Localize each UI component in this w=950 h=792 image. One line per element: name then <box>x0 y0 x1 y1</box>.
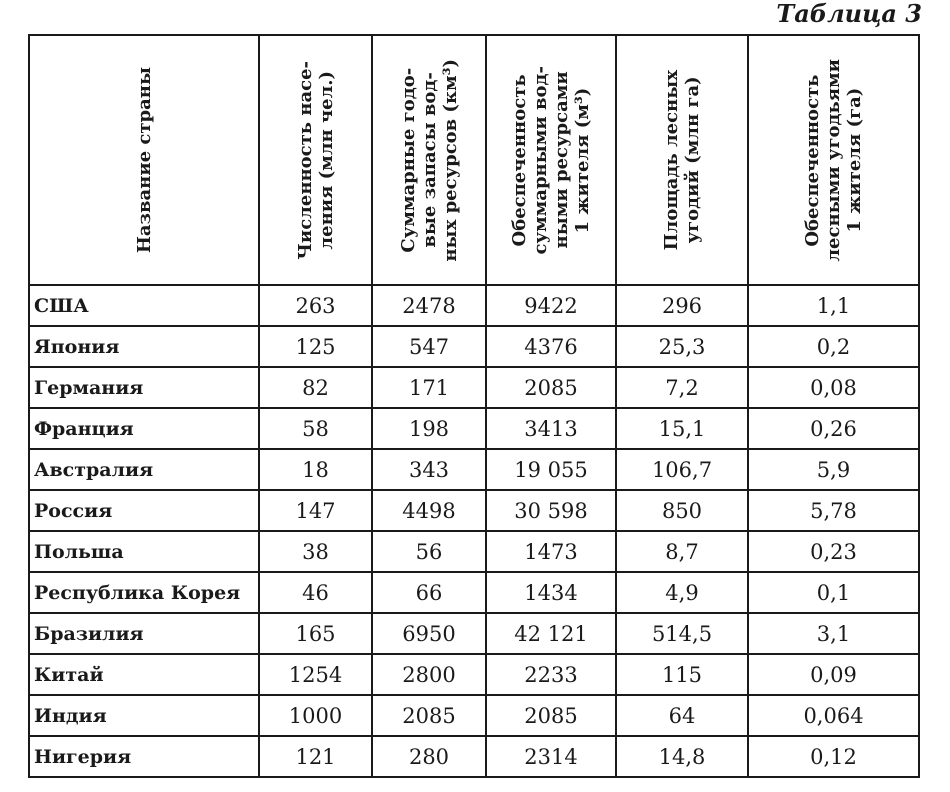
cell-country: Германия <box>29 367 259 408</box>
header-row <box>29 35 919 285</box>
cell-water-per-capita: 2314 <box>486 736 616 777</box>
cell-population: 38 <box>259 531 372 572</box>
table-caption: Таблица 3 <box>776 0 922 28</box>
header-population: Численность насе- ления (млн чел.) <box>259 35 372 285</box>
cell-country: Франция <box>29 408 259 449</box>
cell-water-total: 6950 <box>372 613 486 654</box>
table-row <box>29 654 919 695</box>
cell-water-per-capita: 2085 <box>486 695 616 736</box>
cell-water-per-capita: 42 121 <box>486 613 616 654</box>
table-row <box>29 449 919 490</box>
cell-forest-per-capita: 0,064 <box>748 695 919 736</box>
cell-country: Китай <box>29 654 259 695</box>
cell-forest-per-capita: 0,08 <box>748 367 919 408</box>
cell-water-per-capita: 9422 <box>486 285 616 326</box>
table-row <box>29 326 919 367</box>
cell-water-per-capita: 1434 <box>486 572 616 613</box>
table-row <box>29 285 919 326</box>
table-row <box>29 695 919 736</box>
table-row <box>29 490 919 531</box>
cell-forest-area: 64 <box>616 695 748 736</box>
cell-forest-per-capita: 1,1 <box>748 285 919 326</box>
cell-forest-area: 106,7 <box>616 449 748 490</box>
cell-water-total: 56 <box>372 531 486 572</box>
cell-population: 46 <box>259 572 372 613</box>
cell-water-total: 343 <box>372 449 486 490</box>
cell-water-total: 2478 <box>372 285 486 326</box>
cell-forest-per-capita: 0,26 <box>748 408 919 449</box>
cell-water-per-capita: 1473 <box>486 531 616 572</box>
cell-forest-per-capita: 0,2 <box>748 326 919 367</box>
cell-forest-per-capita: 0,09 <box>748 654 919 695</box>
cell-water-per-capita: 19 055 <box>486 449 616 490</box>
cell-water-per-capita: 2233 <box>486 654 616 695</box>
cell-forest-area: 8,7 <box>616 531 748 572</box>
cell-forest-area: 514,5 <box>616 613 748 654</box>
cell-water-per-capita: 2085 <box>486 367 616 408</box>
cell-country: Нигерия <box>29 736 259 777</box>
cell-water-total: 280 <box>372 736 486 777</box>
header-forest-per-capita: Обеспеченность лесными угодьями 1 жителя (га) <box>748 35 919 285</box>
cell-population: 263 <box>259 285 372 326</box>
data-table <box>28 34 920 778</box>
cell-water-total: 2800 <box>372 654 486 695</box>
cell-forest-per-capita: 3,1 <box>748 613 919 654</box>
cell-population: 18 <box>259 449 372 490</box>
cell-water-total: 2085 <box>372 695 486 736</box>
cell-country: Австралия <box>29 449 259 490</box>
cell-country: Бразилия <box>29 613 259 654</box>
cell-country: Польша <box>29 531 259 572</box>
cell-population: 165 <box>259 613 372 654</box>
table-row <box>29 736 919 777</box>
cell-water-total: 66 <box>372 572 486 613</box>
cell-water-total: 171 <box>372 367 486 408</box>
cell-forest-per-capita: 0,23 <box>748 531 919 572</box>
cell-population: 147 <box>259 490 372 531</box>
header-forest-area: Площадь лесных угодий (млн га) <box>616 35 748 285</box>
cell-forest-area: 115 <box>616 654 748 695</box>
cell-country: Россия <box>29 490 259 531</box>
cell-forest-area: 14,8 <box>616 736 748 777</box>
table-body <box>29 285 919 777</box>
cell-water-per-capita: 3413 <box>486 408 616 449</box>
cell-water-total: 4498 <box>372 490 486 531</box>
cell-population: 1000 <box>259 695 372 736</box>
cell-country: Япония <box>29 326 259 367</box>
cell-water-total: 198 <box>372 408 486 449</box>
cell-population: 125 <box>259 326 372 367</box>
header-country: Название страны <box>29 35 259 285</box>
cell-forest-per-capita: 0,12 <box>748 736 919 777</box>
cell-country: Республика Корея <box>29 572 259 613</box>
cell-forest-area: 25,3 <box>616 326 748 367</box>
cell-forest-area: 15,1 <box>616 408 748 449</box>
cell-water-per-capita: 4376 <box>486 326 616 367</box>
cell-forest-per-capita: 5,78 <box>748 490 919 531</box>
table-row <box>29 613 919 654</box>
cell-population: 121 <box>259 736 372 777</box>
cell-forest-area: 850 <box>616 490 748 531</box>
cell-population: 82 <box>259 367 372 408</box>
cell-country: США <box>29 285 259 326</box>
table-row <box>29 408 919 449</box>
cell-forest-per-capita: 5,9 <box>748 449 919 490</box>
cell-water-per-capita: 30 598 <box>486 490 616 531</box>
header-water-total: Суммарные годо- вые запасы вод- ных ресурсов (км³) <box>372 35 486 285</box>
cell-forest-per-capita: 0,1 <box>748 572 919 613</box>
cell-country: Индия <box>29 695 259 736</box>
cell-water-total: 547 <box>372 326 486 367</box>
cell-population: 1254 <box>259 654 372 695</box>
table-row <box>29 572 919 613</box>
table-row <box>29 531 919 572</box>
header-water-per-capita: Обеспеченность суммарными вод- ными ресурсами 1 жителя (м³) <box>486 35 616 285</box>
cell-population: 58 <box>259 408 372 449</box>
cell-forest-area: 4,9 <box>616 572 748 613</box>
cell-forest-area: 296 <box>616 285 748 326</box>
cell-forest-area: 7,2 <box>616 367 748 408</box>
table-row <box>29 367 919 408</box>
